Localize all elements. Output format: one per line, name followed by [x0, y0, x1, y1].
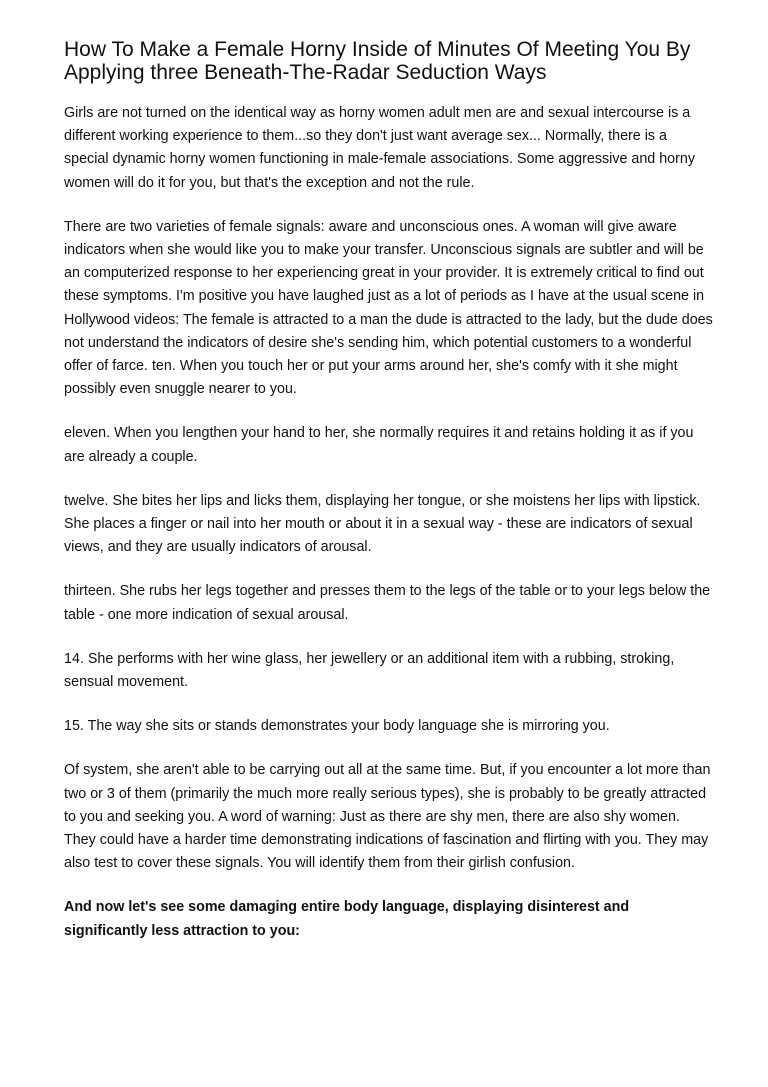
paragraph-eleven: eleven. When you lengthen your hand to her, she normally requires it and retains holding it as if you are already a couple. [64, 425, 694, 465]
paragraph-thirteen: thirteen. She rubs her legs together and presses them to the legs of the table or to your legs below the table - one more indication of sexual arousal. [64, 583, 711, 623]
paragraph-fourteen: 14. She performs with her wine glass, her jewellery or an additional item with a rubbing, stroking, sensual movement. [64, 650, 675, 691]
paragraph-bold-lead: And now let's see some damaging entire body language, displaying disinterest and significantly less attraction to you: [64, 899, 630, 939]
document-page [64, 38, 714, 964]
paragraph-intro: Girls are not turned on the identical way as horny women adult men are and sexual intercourse is a different working experience to them...so they don't just want average sex... Normally, there is a special dynamic horny women functioning in male-female associations. Some aggressive and horny women will do it for you, but that's the exception and not the rule. [64, 105, 695, 191]
paragraph-signals: There are two varieties of female signals: aware and unconscious ones. A woman will give aware indicators when she would like you to make your transfer. Unconscious signals are subtler and will be an computerized response to her experiencing great in your provider. It is extremely critical to find out these symptoms. I'm positive you have laughed just as a lot of periods as I have at the usual scene in Hollywood videos: The female is attracted to a man the dude is attracted to the lady, but the dude does not understand the indicators of desire she's sending him, which potential customers to a wonderful offer of farce. ten. When you touch her or put your arms around her, she's comfy with it she might possibly even snuggle nearer to you. [64, 218, 713, 398]
paragraph-twelve: twelve. She bites her lips and licks them, displaying her tongue, or she moistens her lips with lipstick. She places a finger or nail into her mouth or about it in a sexual way - these are indicators of sexual views, and they are usually indicators of arousal. [64, 492, 701, 556]
paragraph-fifteen: 15. The way she sits or stands demonstrates your body language she is mirroring you. [64, 718, 610, 735]
paragraph-warning: Of system, she aren't able to be carrying out all at the same time. But, if you encounter a lot more than two or 3 of them (primarily the much more really serious types), she is probably to be greatly attracted to you and seeking you. A word of warning: Just as there are shy men, there are also shy women. They could have a harder time demonstrating indications of fascination and flirting with you. They may also test to cover these signals. You will identify them from their girlish confusion. [64, 762, 711, 872]
page-title: How To Make a Female Horny Inside of Minutes Of Meeting You By Applying three Beneath-The-Radar Seduction Ways [64, 38, 691, 84]
